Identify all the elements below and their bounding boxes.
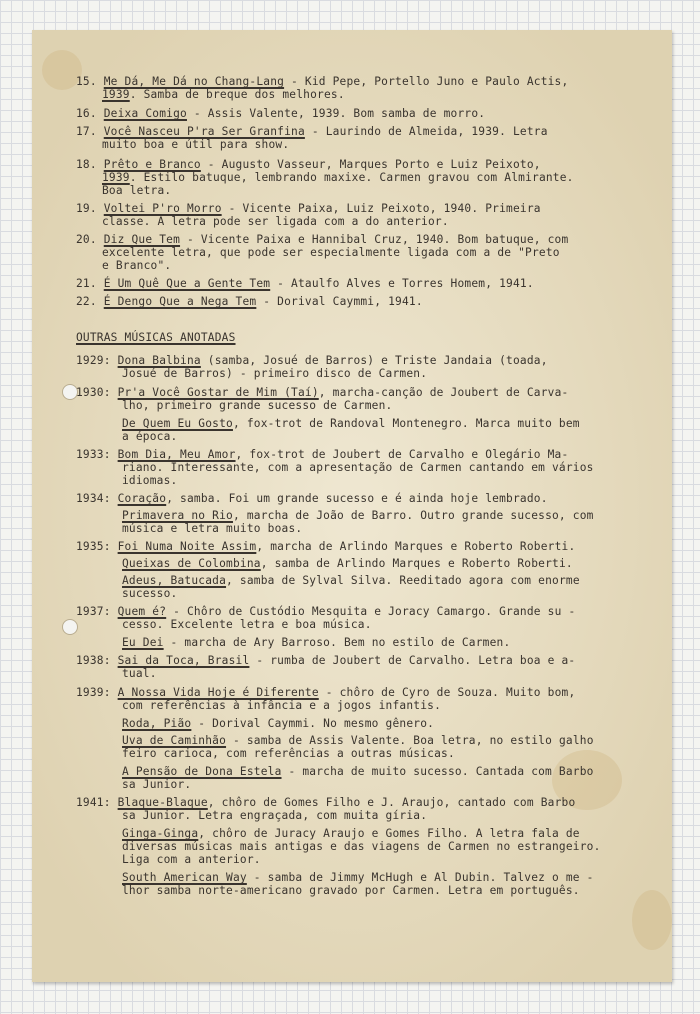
song-description: riano. Interessante, com a apresentação de Carmen cantando em vários bbox=[122, 461, 594, 474]
text-line bbox=[122, 636, 510, 649]
song-description: (samba, Josué de Barros) e Triste Jandaia (toada, bbox=[200, 354, 548, 367]
text-line bbox=[122, 871, 594, 884]
song-description: - Vicente Paixa, Luiz Peixoto, 1940. Primeira bbox=[221, 202, 541, 215]
text-line bbox=[122, 840, 601, 853]
text-line bbox=[122, 717, 434, 730]
text-line bbox=[122, 618, 372, 631]
song-title: Coração bbox=[117, 492, 167, 505]
song-description: . Estilo batuque, lembrando maxixe. Carmen gravou com Almirante. bbox=[129, 171, 574, 184]
song-title: É Dengo Que a Nega Tem bbox=[103, 295, 257, 308]
song-title: 1939 bbox=[102, 88, 130, 101]
song-description: Liga com a anterior. bbox=[122, 853, 261, 866]
song-title: A Nossa Vida Hoje é Diferente bbox=[117, 686, 319, 699]
text-line bbox=[122, 853, 261, 866]
text-line bbox=[102, 171, 574, 184]
song-title: Sai da Toca, Brasil bbox=[117, 654, 250, 667]
song-description: - Dorival Caymmi. No mesmo gênero. bbox=[191, 717, 435, 730]
song-description: sa Junior. Letra engraçada, com muita gíria. bbox=[122, 809, 428, 822]
song-description: música e letra muito boas. bbox=[122, 522, 303, 535]
song-description: diversas músicas mais antigas e das viagens de Carmen no estrangeiro. bbox=[122, 840, 601, 853]
item-number: 16. bbox=[76, 107, 104, 120]
song-description: , chôro de Gomes Filho e J. Araujo, cantado com Barbo bbox=[207, 796, 576, 809]
song-description: - marcha de Ary Barroso. Bem no estilo de Carmen. bbox=[163, 636, 511, 649]
text-line bbox=[76, 796, 575, 809]
item-number: 22. bbox=[76, 295, 104, 308]
song-description: tual. bbox=[122, 667, 157, 680]
song-description: , chôro de Juracy Araujo e Gomes Filho. A letra fala de bbox=[198, 827, 580, 840]
song-description: excelente letra, que pode ser especialmente ligada com a de "Preto bbox=[102, 246, 560, 259]
text-line bbox=[122, 509, 594, 522]
song-description: . Samba de breque dos melhores. bbox=[129, 88, 345, 101]
text-line bbox=[102, 138, 289, 151]
text-line bbox=[102, 215, 449, 228]
text-line bbox=[102, 88, 345, 101]
text-line bbox=[122, 734, 594, 747]
song-description: - marcha de muito sucesso. Cantada com Barbo bbox=[281, 765, 594, 778]
text-line bbox=[122, 367, 427, 380]
song-description: , samba de Sylval Silva. Reeditado agora com enorme bbox=[226, 574, 580, 587]
song-title: A Pensão de Dona Estela bbox=[122, 765, 282, 778]
punch-hole-bottom bbox=[62, 619, 78, 635]
text-line bbox=[76, 125, 548, 138]
text-line bbox=[122, 461, 594, 474]
text-line bbox=[102, 246, 560, 259]
song-title: Bom Dia, Meu Amor bbox=[117, 448, 236, 461]
song-title: Primavera no Rio bbox=[122, 509, 233, 522]
song-title: Pr'a Você Gostar de Mim (Taí) bbox=[117, 386, 319, 399]
text-line bbox=[122, 587, 177, 600]
song-description: , marcha de Arlindo Marques e Roberto Roberti. bbox=[256, 540, 576, 553]
song-description: - Ataulfo Alves e Torres Homem, 1941. bbox=[270, 277, 534, 290]
song-description: , samba de Arlindo Marques e Roberto Roberti. bbox=[260, 557, 573, 570]
song-title: Ginga-Ginga bbox=[122, 827, 199, 840]
song-title: 1939 bbox=[102, 171, 130, 184]
song-description: e Branco". bbox=[102, 259, 172, 272]
song-title: De Quem Eu Gosto bbox=[122, 417, 233, 430]
song-description: - Kid Pepe, Portello Juno e Paulo Actis, bbox=[284, 75, 569, 88]
text-line bbox=[122, 699, 441, 712]
song-description: muito boa e útil para show. bbox=[102, 138, 290, 151]
song-description: sa Junior. bbox=[122, 778, 192, 791]
song-description: - Vicente Paixa e Hannibal Cruz, 1940. Bom batuque, com bbox=[180, 233, 569, 246]
text-line bbox=[122, 765, 594, 778]
text-line bbox=[76, 233, 568, 246]
song-title: Você Nasceu P'ra Ser Granfina bbox=[103, 125, 305, 138]
song-title: Adeus, Batucada bbox=[122, 574, 227, 587]
text-line bbox=[122, 778, 191, 791]
text-line bbox=[122, 557, 573, 570]
text-line bbox=[76, 386, 568, 399]
song-description: , fox-trot de Joubert de Carvalho e Olegário Ma- bbox=[235, 448, 569, 461]
song-description: - Augusto Vasseur, Marques Porto e Luiz Peixoto, bbox=[200, 158, 541, 171]
year-label: 1939: bbox=[76, 686, 118, 699]
text-line bbox=[76, 540, 575, 553]
item-number: 19. bbox=[76, 202, 104, 215]
text-line bbox=[76, 448, 568, 461]
year-label: 1938: bbox=[76, 654, 118, 667]
song-title: Prêto e Branco bbox=[103, 158, 201, 171]
text-line bbox=[102, 259, 171, 272]
year-label: 1930: bbox=[76, 386, 118, 399]
song-description: classe. A letra pode ser ligada com a do anterior. bbox=[102, 215, 449, 228]
text-line bbox=[76, 654, 575, 667]
text-line bbox=[76, 605, 575, 618]
year-label: 1935: bbox=[76, 540, 118, 553]
text-line bbox=[122, 522, 302, 535]
item-number: 17. bbox=[76, 125, 104, 138]
text-line bbox=[122, 747, 455, 760]
item-number: 21. bbox=[76, 277, 104, 290]
section-heading: OUTRAS MÚSICAS ANOTADAS bbox=[76, 331, 236, 344]
text-line bbox=[76, 75, 568, 88]
song-title: Deixa Comigo bbox=[103, 107, 187, 120]
song-description: - samba de Jimmy McHugh e Al Dubin. Talvez o me - bbox=[246, 871, 594, 884]
song-description: com referências à infância e a jogos infantis. bbox=[122, 699, 442, 712]
song-title: Me Dá, Me Dá no Chang-Lang bbox=[103, 75, 285, 88]
text-line bbox=[76, 354, 548, 367]
song-title: Voltei P'ro Morro bbox=[103, 202, 222, 215]
song-title: Uva de Caminhão bbox=[122, 734, 227, 747]
song-description: , marcha de João de Barro. Outro grande sucesso, com bbox=[232, 509, 594, 522]
song-description: - chôro de Cyro de Souza. Muito bom, bbox=[318, 686, 576, 699]
song-description: sucesso. bbox=[122, 587, 178, 600]
song-title: Dona Balbina bbox=[117, 354, 201, 367]
song-description: idiomas. bbox=[122, 474, 178, 487]
song-description: , fox-trot de Randoval Montenegro. Marca muito bem bbox=[232, 417, 580, 430]
song-description: a época. bbox=[122, 430, 178, 443]
item-number: 15. bbox=[76, 75, 104, 88]
year-label: 1934: bbox=[76, 492, 118, 505]
text-line bbox=[76, 277, 534, 290]
song-title: Foi Numa Noite Assim bbox=[117, 540, 257, 553]
item-number: 20. bbox=[76, 233, 104, 246]
song-title: Diz Que Tem bbox=[103, 233, 181, 246]
text-line bbox=[102, 184, 171, 197]
song-description: Josué de Barros) - primeiro disco de Carmen. bbox=[122, 367, 428, 380]
song-description: cesso. Excelente letra e boa música. bbox=[122, 618, 372, 631]
song-title: É Um Quê Que a Gente Tem bbox=[103, 277, 271, 290]
text-line bbox=[122, 827, 580, 840]
song-title: Roda, Pião bbox=[122, 717, 192, 730]
song-description: lhor samba norte-americano gravado por Carmen. Letra em português. bbox=[122, 884, 580, 897]
song-description: lho, primeiro grande sucesso de Carmen. bbox=[122, 399, 393, 412]
song-description: - rumba de Joubert de Carvalho. Letra boa e a- bbox=[249, 654, 576, 667]
song-description: Boa letra. bbox=[102, 184, 172, 197]
text-line bbox=[122, 417, 580, 430]
song-description: - Assis Valente, 1939. Bom samba de morro. bbox=[186, 107, 486, 120]
song-title: Blaque-Blaque bbox=[117, 796, 208, 809]
text-line bbox=[122, 667, 157, 680]
text-line bbox=[76, 331, 236, 344]
song-description: - Chôro de Custódio Mesquita e Joracy Camargo. Grande su - bbox=[166, 605, 576, 618]
text-line bbox=[122, 430, 177, 443]
text-line bbox=[122, 809, 427, 822]
song-description: - Dorival Caymmi, 1941. bbox=[256, 295, 423, 308]
text-line bbox=[76, 202, 541, 215]
song-description: feiro carioca, com referências a outras músicas. bbox=[122, 747, 455, 760]
year-label: 1933: bbox=[76, 448, 118, 461]
song-description: - samba de Assis Valente. Boa letra, no estilo galho bbox=[226, 734, 594, 747]
typed-document-page bbox=[32, 30, 672, 982]
text-line bbox=[76, 295, 423, 308]
text-line bbox=[122, 399, 392, 412]
year-label: 1937: bbox=[76, 605, 118, 618]
song-title: South American Way bbox=[122, 871, 247, 884]
song-title: Quem é? bbox=[117, 605, 167, 618]
text-line bbox=[122, 884, 580, 897]
song-description: , marcha-canção de Joubert de Carva- bbox=[318, 386, 569, 399]
song-title: Eu Dei bbox=[122, 636, 164, 649]
song-description: , samba. Foi um grande sucesso e é ainda hoje lembrado. bbox=[166, 492, 548, 505]
text-line bbox=[76, 107, 485, 120]
year-label: 1941: bbox=[76, 796, 118, 809]
year-label: 1929: bbox=[76, 354, 118, 367]
text-line bbox=[76, 686, 575, 699]
item-number: 18. bbox=[76, 158, 104, 171]
text-line bbox=[76, 158, 541, 171]
text-line bbox=[122, 574, 580, 587]
song-description: - Laurindo de Almeida, 1939. Letra bbox=[304, 125, 548, 138]
text-line bbox=[76, 492, 548, 505]
text-line bbox=[122, 474, 177, 487]
song-title: Queixas de Colombina bbox=[122, 557, 261, 570]
